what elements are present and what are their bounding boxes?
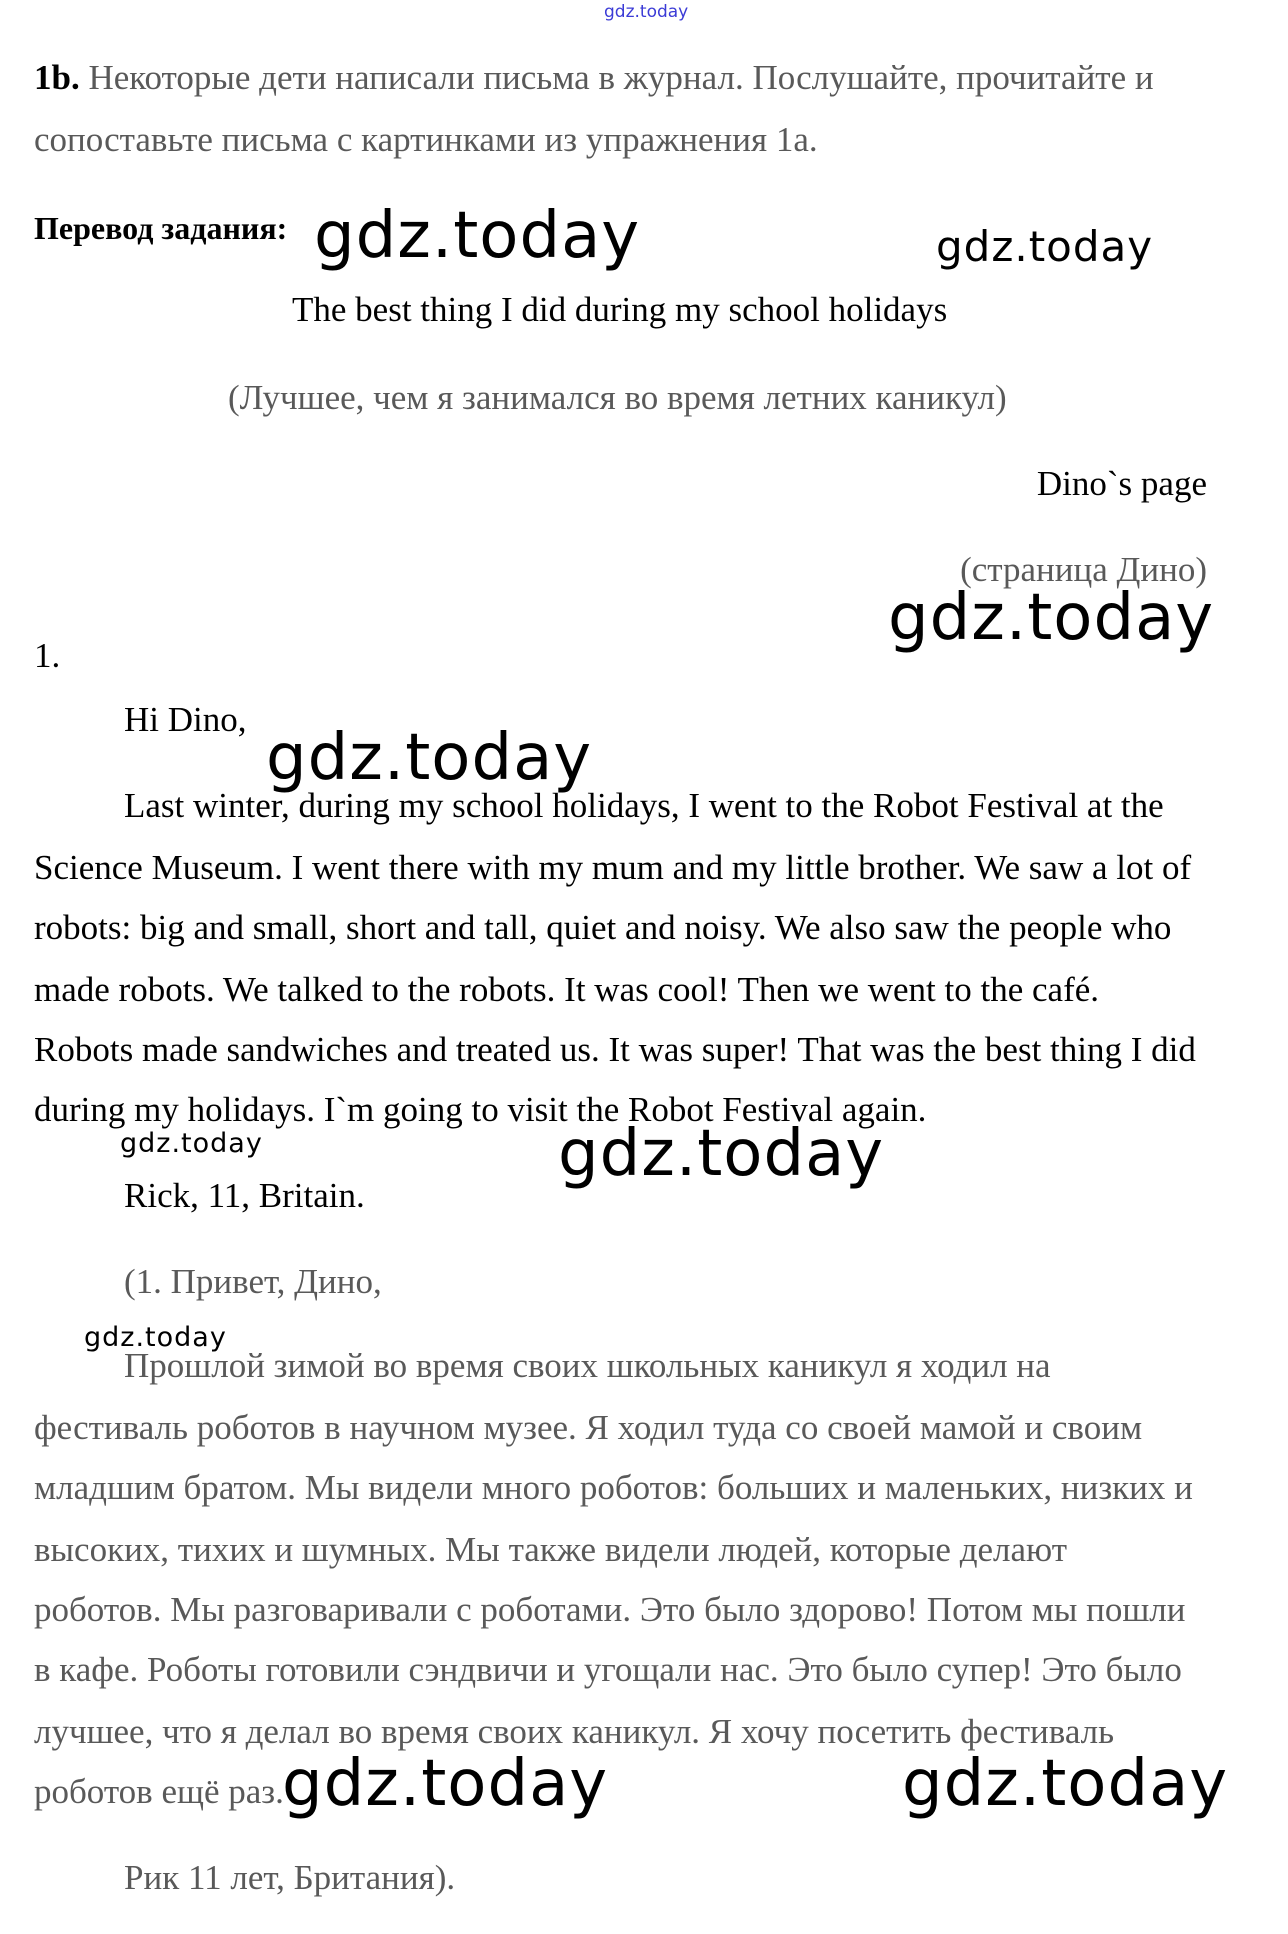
watermark-top: gdz.today xyxy=(604,2,689,22)
letter-ru-line: высоких, тихих и шумных. Мы также видели людей, которые делают xyxy=(34,1530,1068,1569)
task-instruction-line-1 xyxy=(34,58,1154,98)
watermark: gdz.today xyxy=(120,1128,263,1159)
watermark: gdz.today xyxy=(314,199,641,273)
letter-en-line: robots: big and small, short and tall, quiet and noisy. We also saw the people who xyxy=(34,908,1172,947)
letter-en-signature: Rick, 11, Britain. xyxy=(124,1176,365,1215)
letter-ru-signature: Рик 11 лет, Британия). xyxy=(124,1858,456,1897)
translation-label: Перевод задания: xyxy=(34,210,288,246)
task-instruction-text: Некоторые дети написали письма в журнал. Послушайте, прочитайте и xyxy=(88,58,1154,97)
letter-ru-line: в кафе. Роботы готовили сэндвичи и угощали нас. Это было супер! Это было xyxy=(34,1650,1182,1689)
page-label-ru: (страница Дино) xyxy=(960,550,1207,589)
heading-en: The best thing I did during my school holidays xyxy=(292,290,948,329)
letter-ru-line: роботов ещё раз. xyxy=(34,1772,284,1811)
task-instruction-line-2: сопоставьте письма с картинками из упражнения 1a. xyxy=(34,120,818,159)
letter-en-greeting: Hi Dino, xyxy=(124,700,247,739)
letter-en-line: made robots. We talked to the robots. It was cool! Then we went to the café. xyxy=(34,970,1100,1009)
letter-en-line: Robots made sandwiches and treated us. It was super! That was the best thing I did xyxy=(34,1030,1196,1069)
watermark: gdz.today xyxy=(558,1117,885,1191)
letter-ru-line: роботов. Мы разговаривали с роботами. Это было здорово! Потом мы пошли xyxy=(34,1590,1186,1629)
letter-en-line: during my holidays. I`m going to visit the Robot Festival again. xyxy=(34,1090,927,1129)
letter-ru-line: лучшее, что я делал во время своих каникул. Я хочу посетить фестиваль xyxy=(34,1712,1115,1751)
heading-ru: (Лучшее, чем я занимался во время летних каникул) xyxy=(228,378,1007,417)
watermark: gdz.today xyxy=(902,1747,1229,1821)
letter-ru-greeting: (1. Привет, Дино, xyxy=(124,1262,382,1301)
letter-ru-line: младшим братом. Мы видели много роботов: больших и маленьких, низких и xyxy=(34,1468,1193,1507)
page-label-en: Dino`s page xyxy=(1036,464,1207,503)
letter-ru-line: Прошлой зимой во время своих школьных каникул я ходил на xyxy=(124,1346,1051,1385)
letter-en-line: Science Museum. I went there with my mum and my little brother. We saw a lot of xyxy=(34,848,1192,887)
task-number: 1b. xyxy=(34,58,80,97)
item-number: 1. xyxy=(34,636,61,675)
watermark: gdz.today xyxy=(936,222,1154,271)
letter-ru-line: фестиваль роботов в научном музее. Я ходил туда со своей мамой и своим xyxy=(34,1408,1143,1447)
watermark: gdz.today xyxy=(84,1322,227,1353)
watermark: gdz.today xyxy=(888,581,1215,655)
watermark: gdz.today xyxy=(266,721,593,795)
watermark: gdz.today xyxy=(282,1747,609,1821)
letter-en-line: Last winter, during my school holidays, I went to the Robot Festival at the xyxy=(124,786,1164,825)
